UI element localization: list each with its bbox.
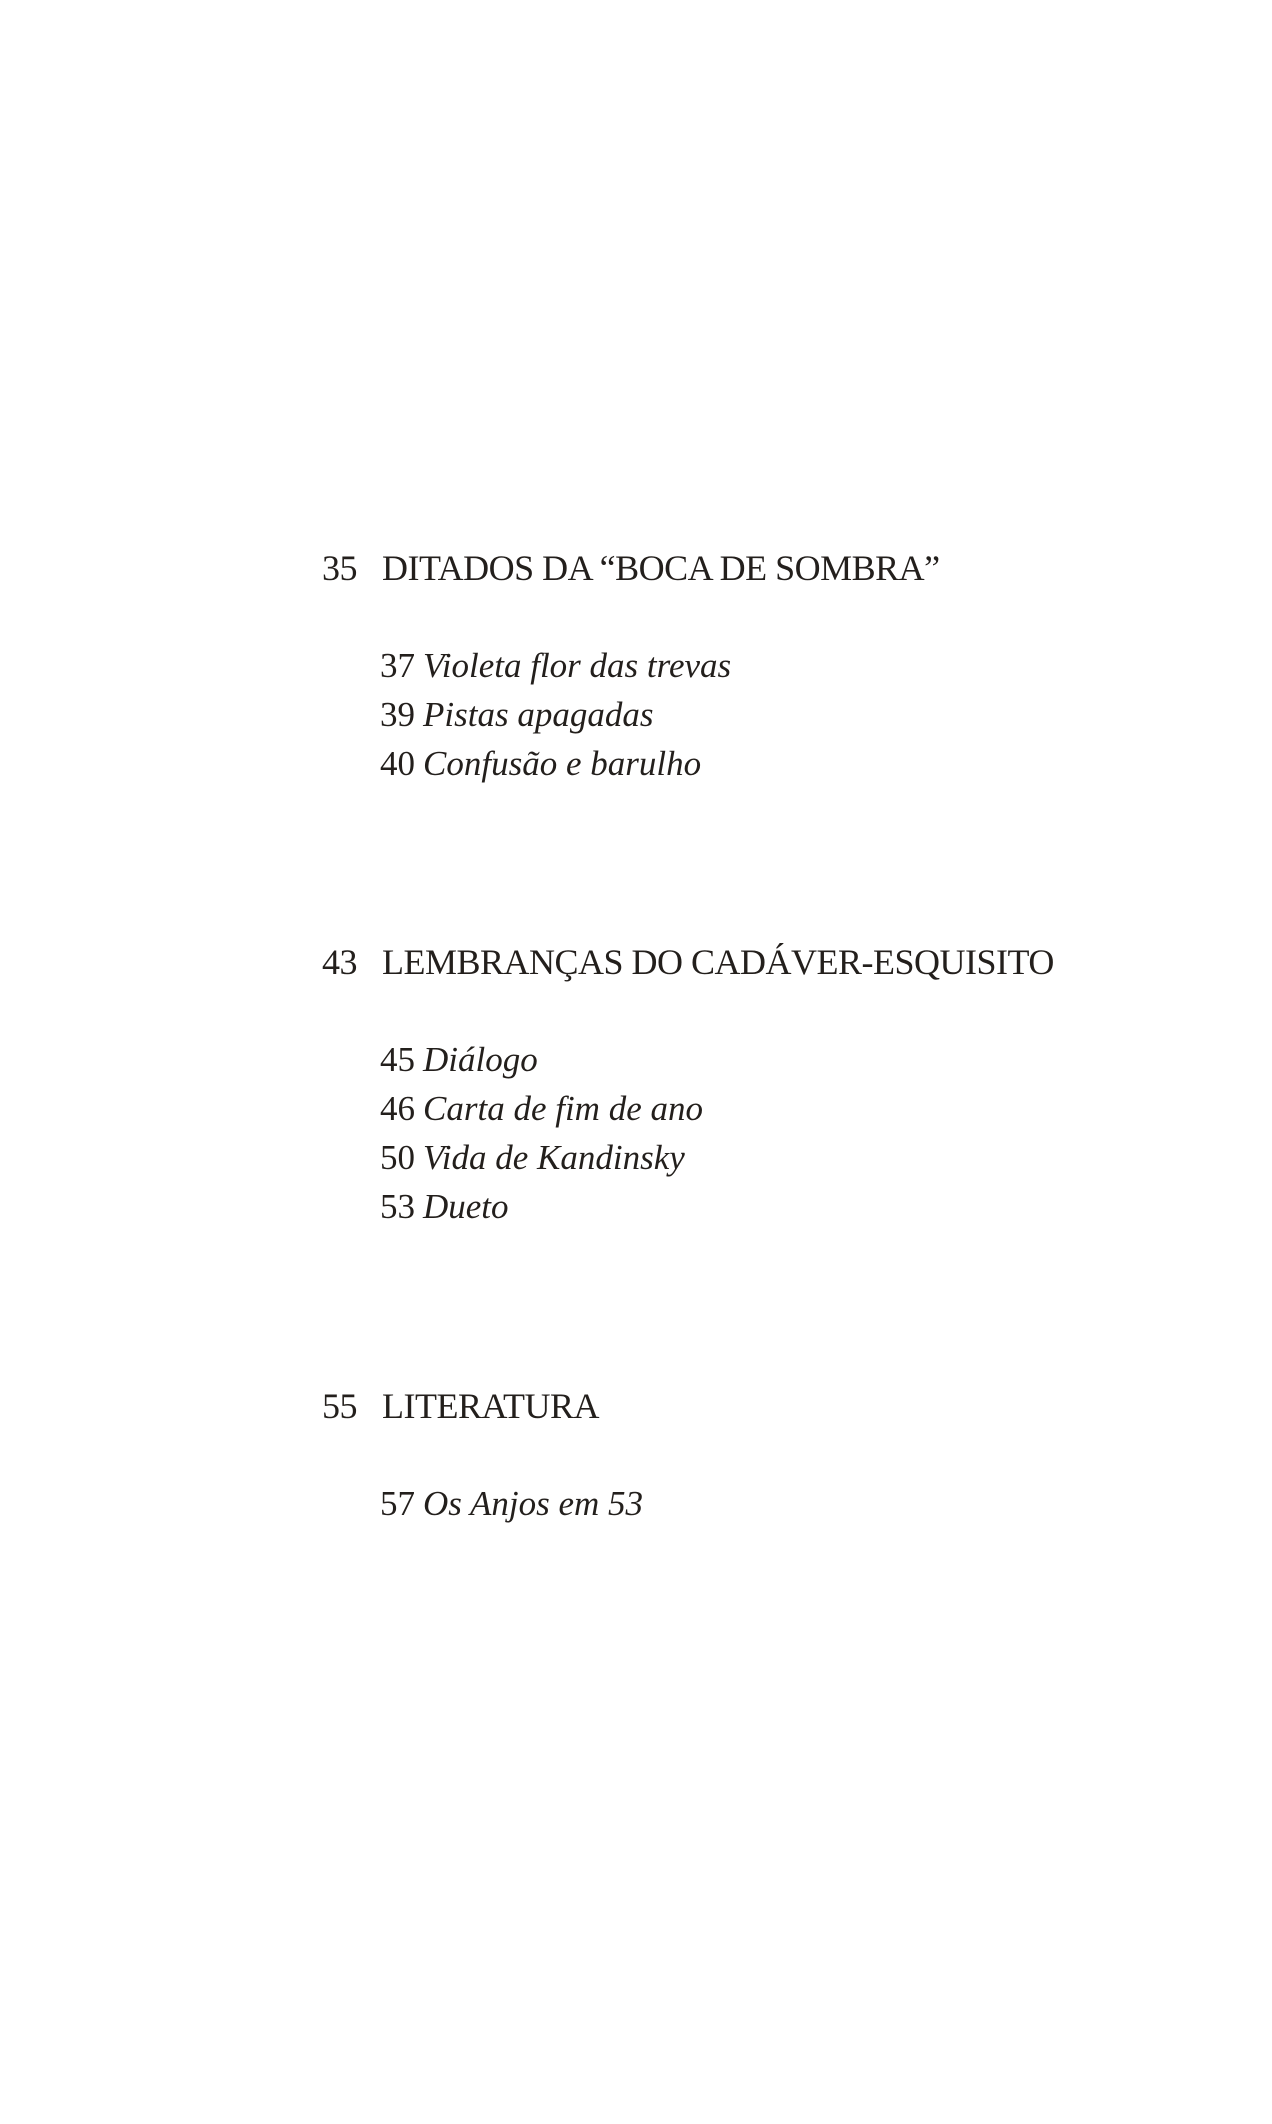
entry-page-number: 53 (380, 1187, 415, 1226)
section-title: DITADOS DA “BOCA DE SOMBRA” (382, 548, 940, 588)
entry-page-number: 39 (380, 695, 415, 734)
entry-page-number: 57 (380, 1484, 415, 1523)
section-heading (322, 1386, 599, 1426)
toc-entry (380, 646, 731, 686)
section-page-number: 43 (322, 942, 357, 982)
entry-title: Confusão e barulho (423, 744, 702, 783)
section-title: LEMBRANÇAS DO CADÁVER-ESQUISITO (382, 942, 1054, 982)
section-title: LITERATURA (382, 1386, 599, 1426)
toc-entry (380, 1484, 643, 1524)
entry-title: Pistas apagadas (423, 695, 654, 734)
entry-title: Dueto (423, 1187, 509, 1226)
toc-entry (380, 695, 653, 735)
toc-entry (380, 1187, 509, 1227)
section-heading (322, 942, 1054, 982)
entry-title: Carta de fim de ano (423, 1089, 703, 1128)
toc-entry (380, 1040, 538, 1080)
toc-entry (380, 1138, 685, 1178)
entry-page-number: 50 (380, 1138, 415, 1177)
toc-entry (380, 1089, 703, 1129)
section-page-number: 35 (322, 548, 357, 588)
entry-title: Diálogo (423, 1040, 538, 1079)
entry-page-number: 37 (380, 646, 415, 685)
section-page-number: 55 (322, 1386, 357, 1426)
entry-page-number: 40 (380, 744, 415, 783)
entry-title: Violeta flor das trevas (423, 646, 732, 685)
entry-title: Os Anjos em 53 (423, 1484, 644, 1523)
entry-page-number: 46 (380, 1089, 415, 1128)
toc-entry (380, 744, 701, 784)
entry-title: Vida de Kandinsky (423, 1138, 685, 1177)
section-heading (322, 548, 940, 588)
entry-page-number: 45 (380, 1040, 415, 1079)
